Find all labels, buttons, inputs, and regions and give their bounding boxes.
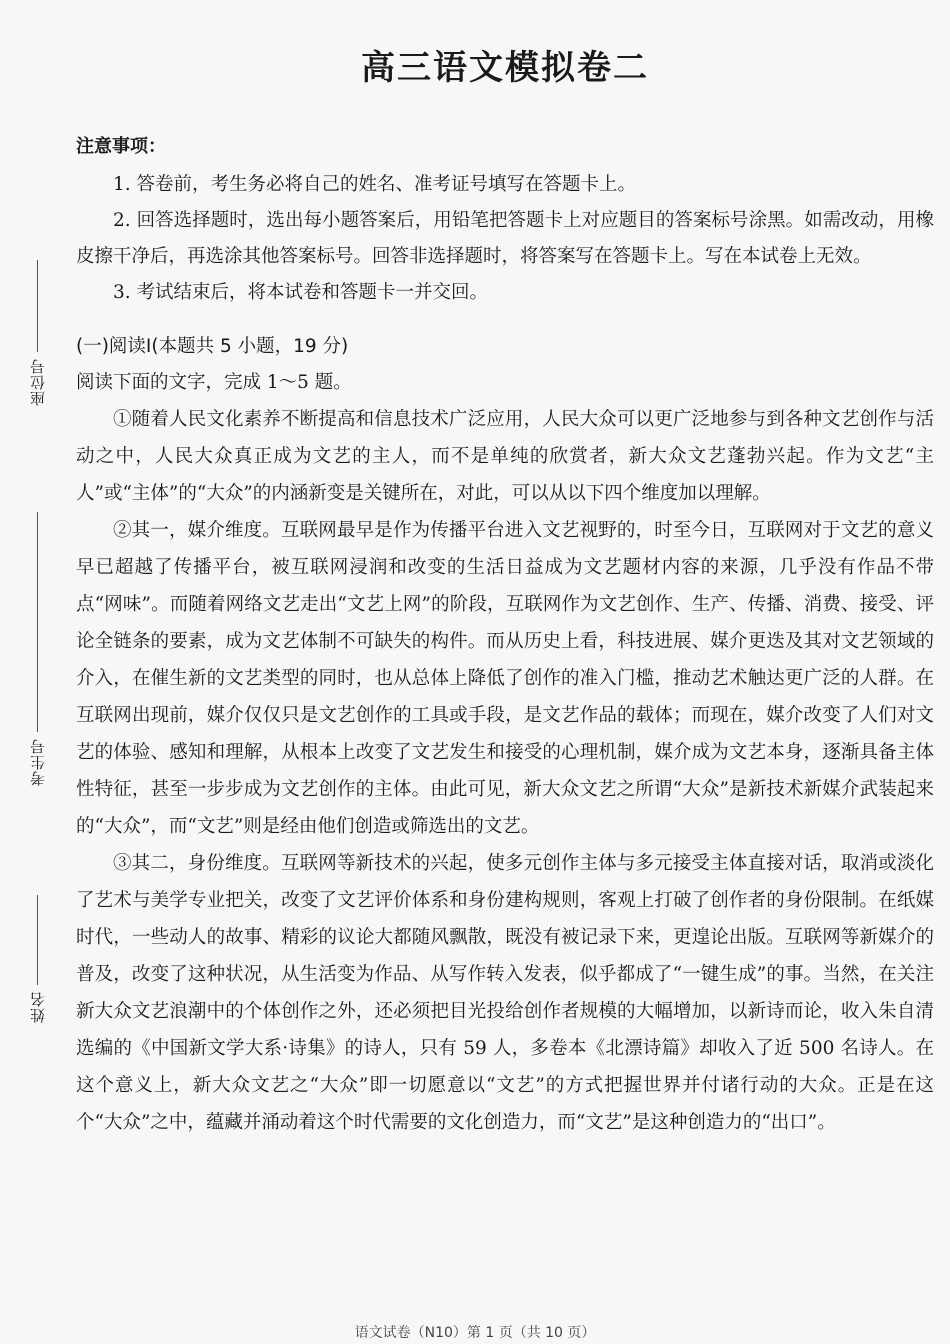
seat-number-field[interactable]	[22, 260, 52, 406]
passage-paragraph-1: ①随着人民文化素养不断提高和信息技术广泛应用，人民大众可以更广泛地参与到各种文艺创作与活动之中，人民大众真正成为文艺的主人，而不是单纯的欣赏者，新大众文艺蓬勃兴起。作为文艺“主人”或“主体”的“大众”的内涵新变是关键所在，对此，可以从以下四个维度加以理解。	[76, 409, 934, 504]
seat-number-label: 座位号	[28, 358, 47, 406]
notice-item-1: 1. 答卷前，考生务必将自己的姓名、准考证号填写在答题卡上。	[113, 174, 637, 195]
page-content	[76, 44, 934, 1141]
section-heading: (一)阅读Ⅰ(本题共 5 小题，19 分)	[76, 336, 349, 357]
passage-paragraph-3: ③其二，身份维度。互联网等新技术的兴起，使多元创作主体与多元接受主体直接对话，取消或淡化了艺术与美学专业把关，改变了文艺评价体系和身份建构规则，客观上打破了创作者的身份限制。在纸媒时代，一些动人的故事、精彩的议论大都随风飘散，既没有被记录下来，更遑论出版。互联网等新媒介的普及，改变了这种状况，从生活变为作品、从写作转入发表，似乎都成了“一键生成”的事。当然，在关注新大众文艺浪潮中的个体创作之外，还必须把目光投给创作者规模的大幅增加，以新诗而论，收入朱自清选编的《中国新文学大系·诗集》的诗人，只有 59 人，多卷本《北漂诗篇》却收入了近 500 名诗人。在这个意义上，新大众文艺之“大众”即一切愿意以“文艺”的方式把握世界并付诸行动的大众。正是在这个“大众”之中，蕴藏并涌动着这个时代需要的文化创造力，而“文艺”是这种创造力的“出口”。	[76, 853, 934, 1133]
exam-number-field[interactable]	[22, 512, 52, 786]
notice-block	[76, 132, 934, 311]
passage-paragraph-2: ②其一，媒介维度。互联网最早是作为传播平台进入文艺视野的，时至今日，互联网对于文艺的意义早已超越了传播平台，被互联网浸润和改变的生活日益成为文艺题材内容的来源，几乎没有作品不带点“网味”。而随着网络文艺走出“文艺上网”的阶段，互联网作为文艺创作、生产、传播、消费、接受、评论全链条的要素，成为文艺体制不可缺失的构件。而从历史上看，科技进展、媒介更迭及其对文艺领域的介入，在催生新的文艺类型的同时，也从总体上降低了创作的准入门槛，推动艺术触达更广泛的人群。在互联网出现前，媒介仅仅只是文艺创作的工具或手段，是文艺作品的载体；而现在，媒介改变了人们对文艺的体验、感知和理解，从根本上改变了文艺发生和接受的心理机制，媒介成为文艺本身，逐渐具备主体性特征，甚至一步步成为文艺创作的主体。由此可见，新大众文艺之所谓“大众”是新技术新媒介武装起来的“大众”，而“文艺”则是经由他们创造或筛选出的文艺。	[76, 520, 934, 837]
notice-item-3: 3. 考试结束后，将本试卷和答题卡一并交回。	[113, 282, 489, 303]
section-instruction: 阅读下面的文字，完成 1～5 题。	[76, 372, 352, 393]
name-line	[37, 895, 38, 985]
name-field[interactable]	[22, 895, 52, 1023]
page-footer: 语文试卷（N10）第 1 页（共 10 页）	[354, 1325, 596, 1341]
exam-number-line	[37, 512, 38, 732]
exam-number-label: 考生号	[28, 738, 47, 786]
page-title: 高三语文模拟卷二	[361, 48, 649, 88]
notice-heading: 注意事项：	[76, 136, 166, 157]
name-label: 姓名	[28, 991, 47, 1023]
seat-number-line	[37, 260, 38, 352]
reading-passage	[76, 401, 934, 1141]
notice-item-2: 2. 回答选择题时，选出每小题答案后，用铅笔把答题卡上对应题目的答案标号涂黑。如需改动，用橡皮擦干净后，再选涂其他答案标号。回答非选择题时，将答案写在答题卡上。写在本试卷上无效。	[76, 210, 934, 267]
